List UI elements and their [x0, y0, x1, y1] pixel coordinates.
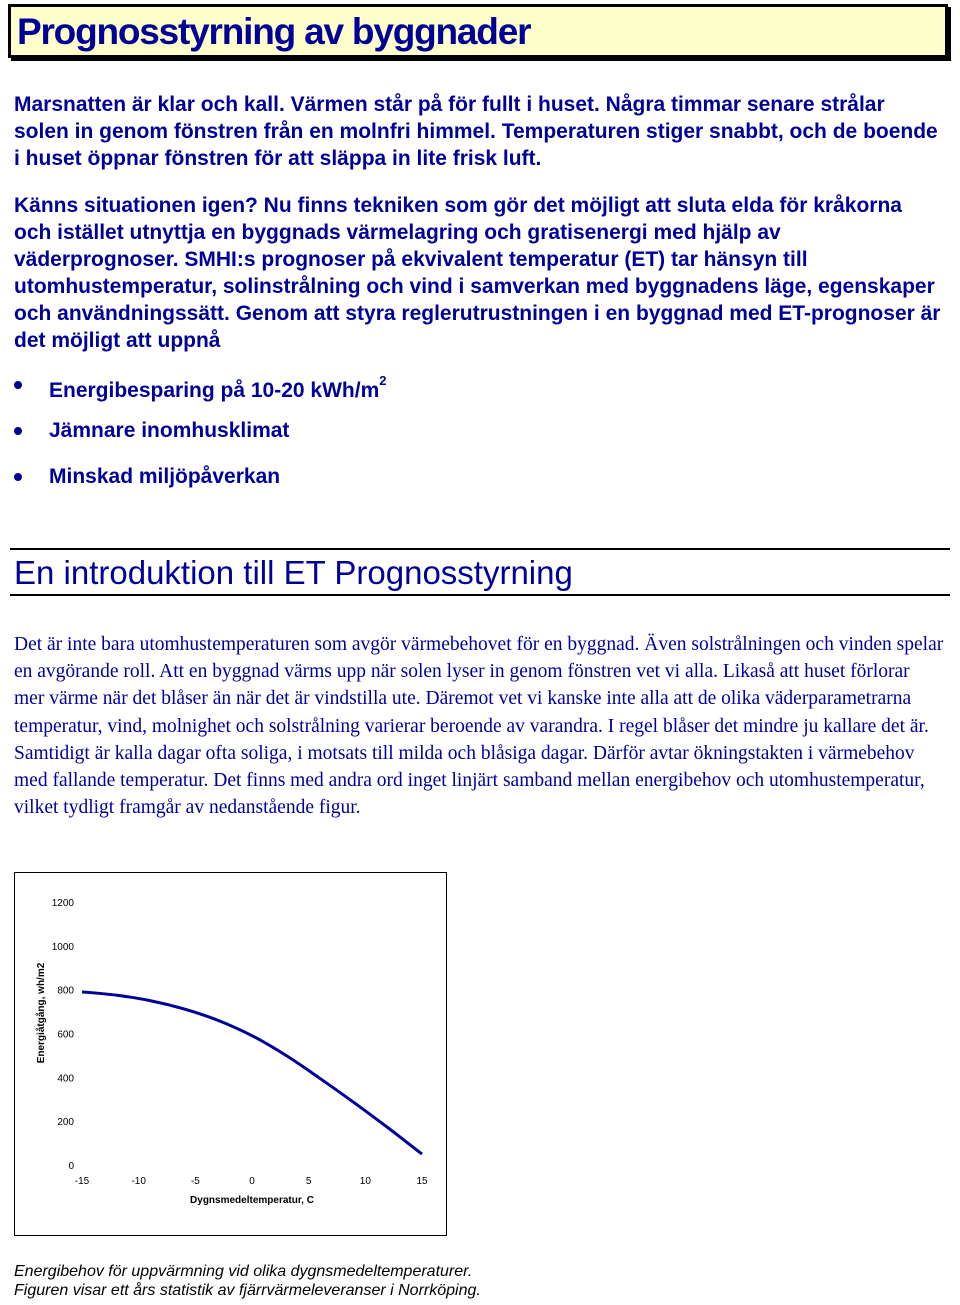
intro-paragraph-2 — [14, 192, 944, 354]
y-tick-label: 1000 — [51, 941, 74, 953]
x-tick-label: 0 — [249, 1176, 255, 1187]
y-tick-labels — [52, 898, 75, 1172]
x-tick-labels — [75, 1176, 428, 1187]
energy-chart — [14, 872, 447, 1236]
list-item — [14, 370, 387, 416]
list-item — [14, 462, 387, 508]
intro-text-1: Marsnatten är klar och kall. Värmen står på för fullt i huset. Några timmar senare strålar solen in genom fönstren från en molnfri himmel. Temperaturen stiger snabbt, och de boende i huset öppnar fönstren för att släppa in lite frisk luft. — [14, 93, 938, 170]
caption-line-1: Energibehov för uppvärmning vid olika dygnsmedeltemperaturer. — [14, 1263, 473, 1280]
intro-text-2: Känns situationen igen? Nu finns tekniken som gör det möjligt att sluta elda för kråkorna och istället utnyttja en byggnads värmelagring och gratisenergi med hjälp av väderprognoser. SMHI:s prognoser på ekvivalent temperatur (ET) tar hänsyn till utomhustemperatur, solinstrålning och vind i samverkan med byggnadens läge, egenskaper och användningssätt. Genom att styra reglerutrustningen i en byggnad med ET-prognoser är det möjligt att uppnå — [14, 194, 941, 352]
x-tick-label: -5 — [190, 1176, 200, 1187]
page-title: Prognosstyrning av byggnader — [17, 11, 531, 52]
body-paragraph: Det är inte bara utomhustemperaturen som avgör värmebehovet för en byggnad. Även solstrålningen och vinden spelar en avgörande roll. Att en byggnad värms upp när solen lyser in genom fönstren vet vi alla. Likaså att huset förlorar mer värme när det blåser än när det är vindstilla ute. Däremot vet vi kanske inte alla att de olika väderparametrarna temperatur, vind, molnighet och solstrålning varierar beroende av varandra. I regel blåser det mindre ju kallare det är. Samtidigt är kalla dagar ofta soliga, i motsats till milda och blåsiga dagar. Därför avtar ökningstakten i värmebehov med fallande temperatur. Det finns med andra ord inget linjärt samband mellan energibehov och utomhustemperatur, vilket tydligt framgår av nedanstående figur. — [14, 634, 944, 819]
y-axis-label: Energiåtgång, wh/m2 — [36, 962, 47, 1064]
x-tick-label: -15 — [74, 1176, 90, 1187]
bullet-text-energy: Energibesparing på 10-20 kWh/m — [49, 379, 380, 402]
bullet-icon — [14, 381, 22, 389]
intro-paragraph-1 — [14, 91, 944, 172]
list-item — [14, 416, 387, 462]
x-tick-label: -10 — [131, 1176, 146, 1187]
chart-svg — [15, 873, 448, 1237]
superscript: 2 — [379, 373, 387, 388]
series-line — [82, 992, 422, 1154]
y-tick-label: 200 — [57, 1117, 74, 1129]
caption-line-2: Figuren visar ett års statistik av fjärrvärmeleveranser i Norrköping. — [14, 1282, 481, 1299]
x-tick-label: 15 — [416, 1176, 428, 1187]
bullet-icon — [14, 427, 22, 435]
section-heading: En introduktion till ET Prognosstyrning — [14, 554, 573, 591]
x-tick-label: 5 — [305, 1176, 312, 1187]
section-heading-box — [10, 548, 950, 596]
title-box — [8, 4, 948, 58]
y-tick-label: 400 — [57, 1073, 74, 1085]
figure-caption — [14, 1262, 481, 1300]
x-tick-label: 10 — [359, 1176, 371, 1187]
bullet-text-environment: Minskad miljöpåverkan — [49, 465, 281, 488]
bullet-icon — [14, 473, 22, 481]
y-tick-label: 600 — [57, 1029, 74, 1041]
bullet-text-climate: Jämnare inomhusklimat — [49, 419, 290, 442]
y-tick-label: 1200 — [51, 898, 74, 909]
benefits-list — [14, 370, 387, 508]
y-tick-label: 800 — [57, 985, 74, 997]
y-tick-label: 0 — [68, 1161, 74, 1172]
x-axis-label: Dygnsmedeltemperatur, C — [190, 1195, 314, 1206]
